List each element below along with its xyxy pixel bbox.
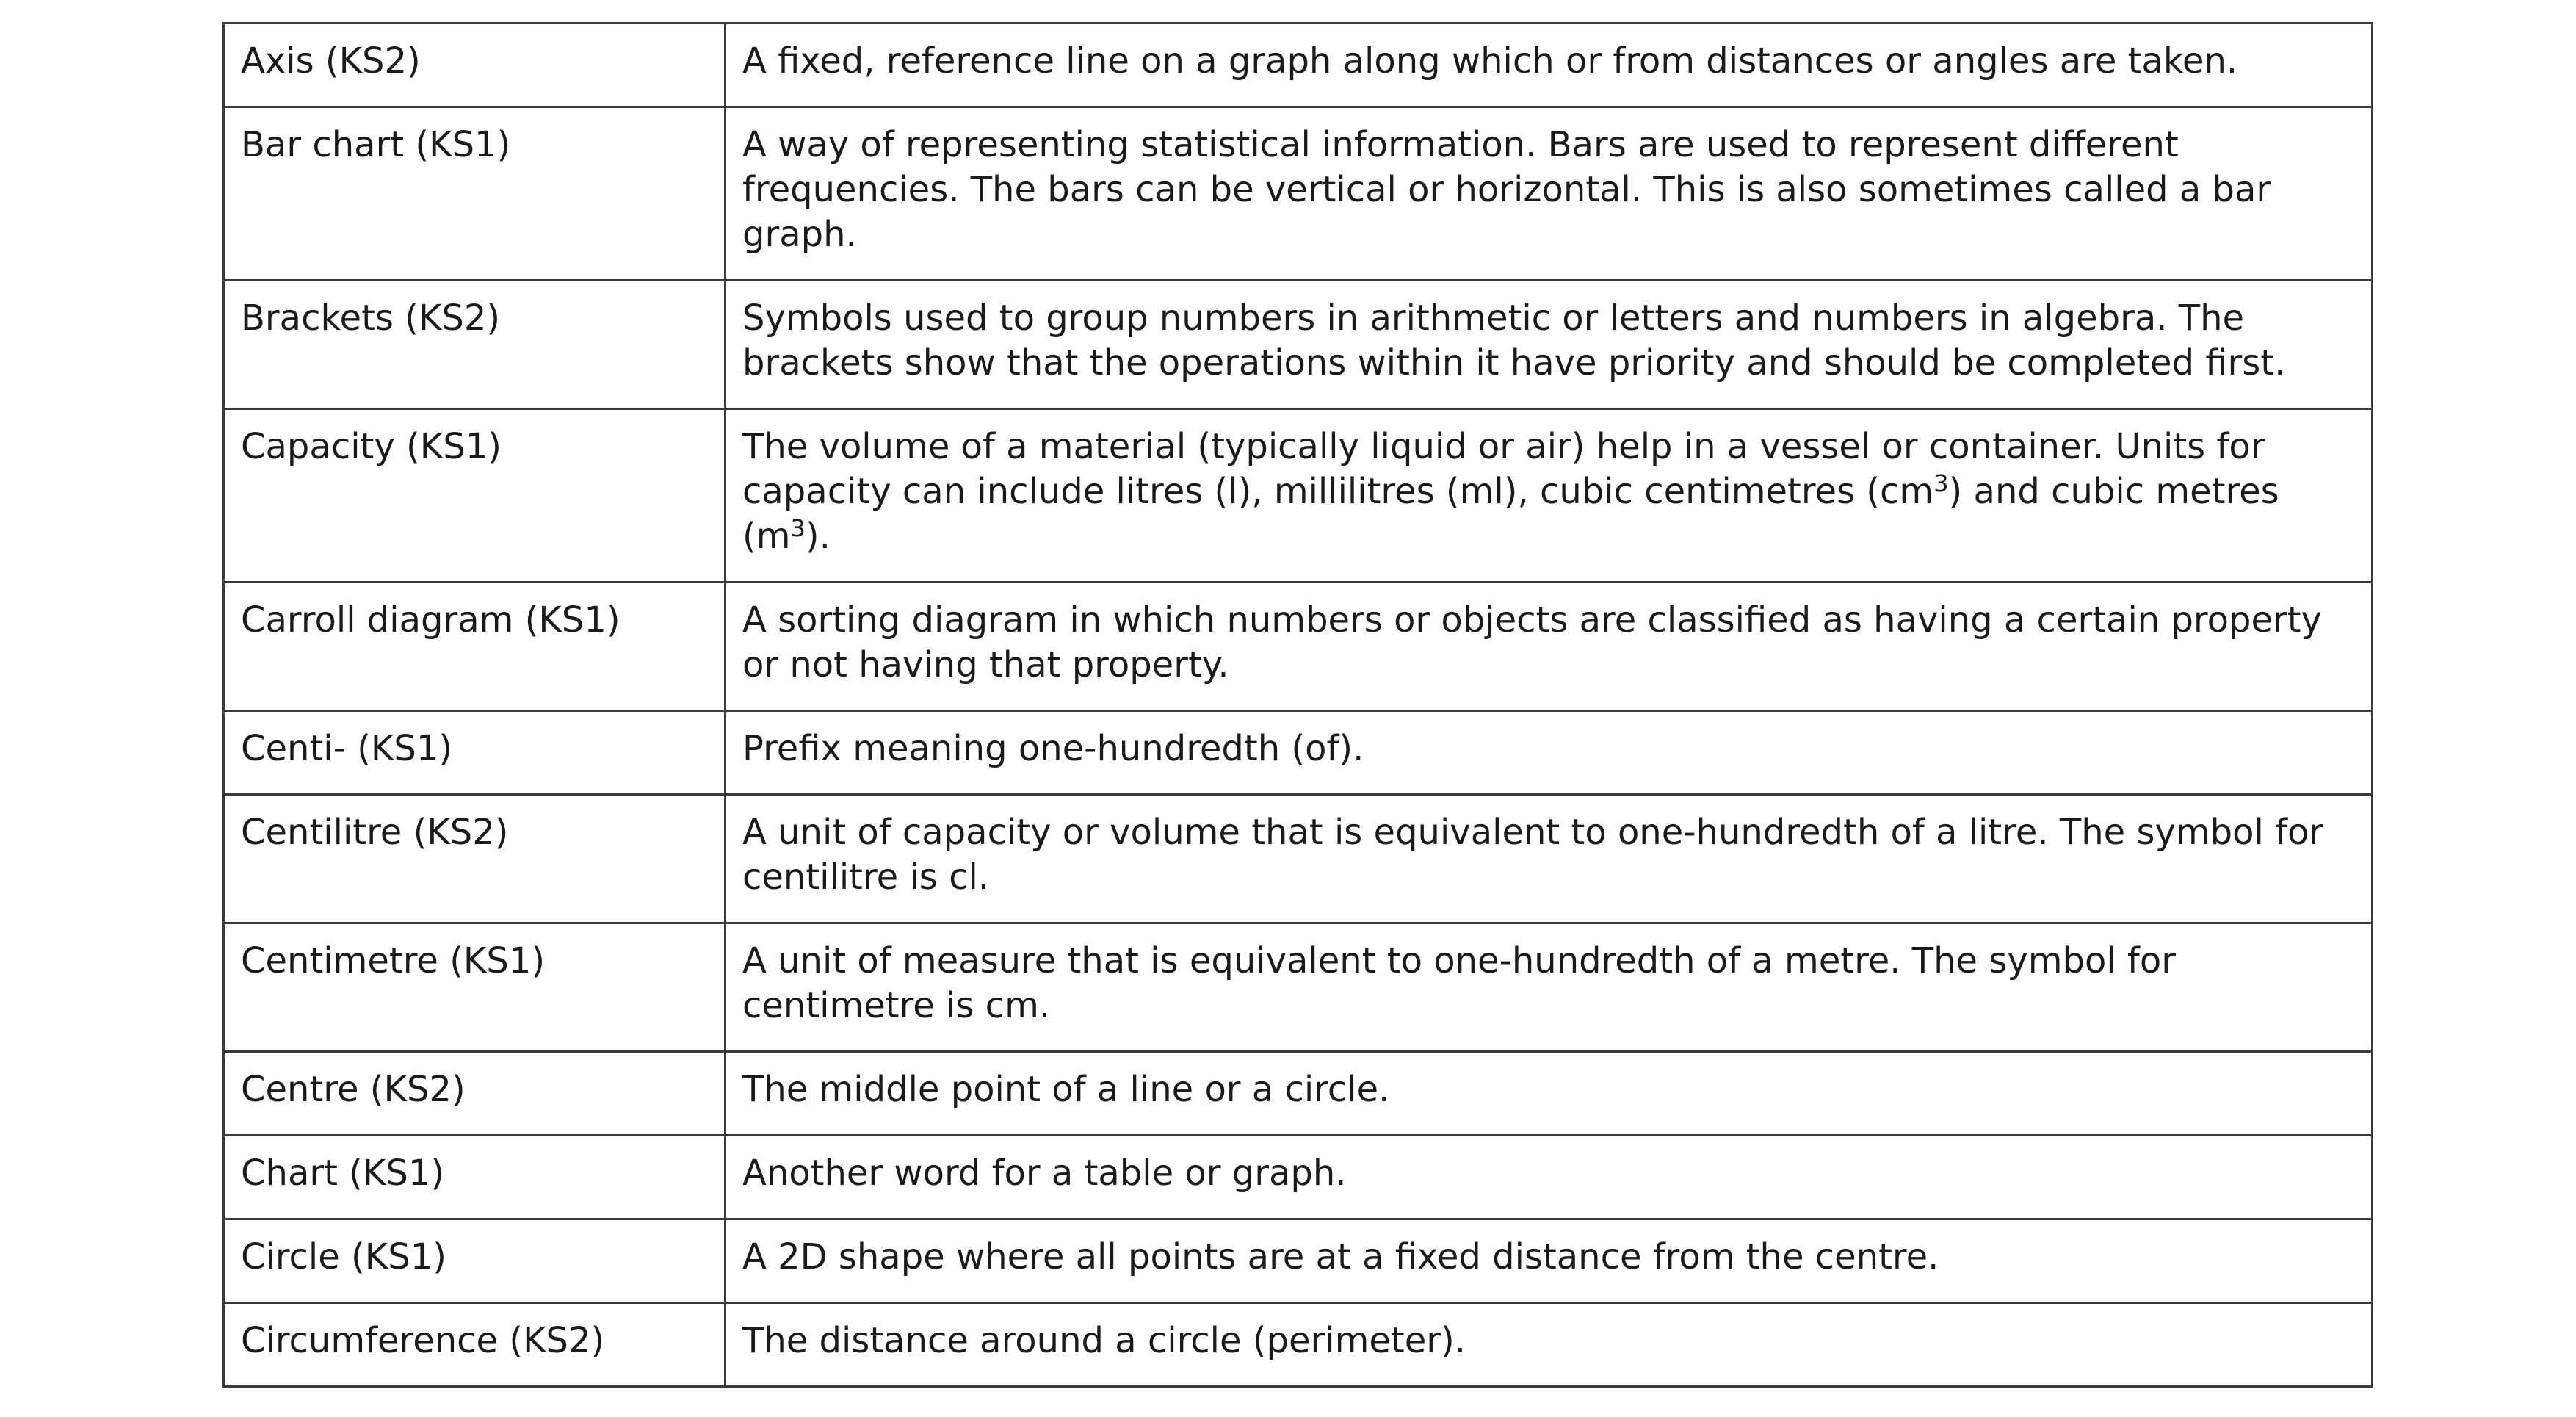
table-row	[224, 1219, 2373, 1303]
term-cell: Chart (KS1)	[224, 1136, 726, 1219]
term-cell: Centre (KS2)	[224, 1052, 726, 1136]
definition-cell: Prefix meaning one-hundredth (of).	[726, 711, 2373, 795]
term-cell: Capacity (KS1)	[224, 409, 726, 583]
term-cell: Circle (KS1)	[224, 1219, 726, 1303]
definition-cell: A fixed, reference line on a graph along which or from distances or angles are taken.	[726, 24, 2373, 107]
table-row	[224, 923, 2373, 1052]
definition-cell: The distance around a circle (perimeter).	[726, 1303, 2373, 1387]
definition-cell: A way of representing statistical information. Bars are used to represent different frequencies. The bars can be vertical or horizontal. This is also sometimes called a bar graph.	[726, 107, 2373, 281]
term-cell: Axis (KS2)	[224, 24, 726, 107]
term-cell: Centi- (KS1)	[224, 711, 726, 795]
glossary-table	[222, 22, 2373, 1388]
table-row	[224, 795, 2373, 923]
superscript: 3	[790, 514, 806, 542]
table-row	[224, 409, 2373, 583]
table-row	[224, 281, 2373, 409]
table-row	[224, 1052, 2373, 1136]
table-row	[224, 711, 2373, 795]
term-cell: Bar chart (KS1)	[224, 107, 726, 281]
term-cell: Centimetre (KS1)	[224, 923, 726, 1052]
term-cell: Centilitre (KS2)	[224, 795, 726, 923]
term-cell: Carroll diagram (KS1)	[224, 583, 726, 711]
table-row	[224, 1303, 2373, 1387]
table-row	[224, 24, 2373, 107]
definition-text: The volume of a material (typically liquid or air) help in a vessel or container. Units for capacity can include litres (l), millilitres (ml), cubic centimetres (cm	[742, 426, 2265, 512]
definition-cell: Symbols used to group numbers in arithmetic or letters and numbers in algebra. The brackets show that the operations within it have priority and should be completed first.	[726, 281, 2373, 409]
definition-text: ).	[805, 516, 831, 557]
definition-text: ) and cubic metres (m	[742, 471, 2279, 557]
table-row	[224, 107, 2373, 281]
definition-cell	[726, 409, 2373, 583]
term-cell: Circumference (KS2)	[224, 1303, 726, 1387]
superscript: 3	[1933, 469, 1949, 497]
definition-cell: Another word for a table or graph.	[726, 1136, 2373, 1219]
definition-cell: A 2D shape where all points are at a fixed distance from the centre.	[726, 1219, 2373, 1303]
definition-cell: A sorting diagram in which numbers or objects are classified as having a certain property or not having that property.	[726, 583, 2373, 711]
definition-cell: The middle point of a line or a circle.	[726, 1052, 2373, 1136]
definition-cell: A unit of capacity or volume that is equivalent to one-hundredth of a litre. The symbol for centilitre is cl.	[726, 795, 2373, 923]
table-row	[224, 583, 2373, 711]
term-cell: Brackets (KS2)	[224, 281, 726, 409]
table-row	[224, 1136, 2373, 1219]
definition-cell: A unit of measure that is equivalent to one-hundredth of a metre. The symbol for centimetre is cm.	[726, 923, 2373, 1052]
